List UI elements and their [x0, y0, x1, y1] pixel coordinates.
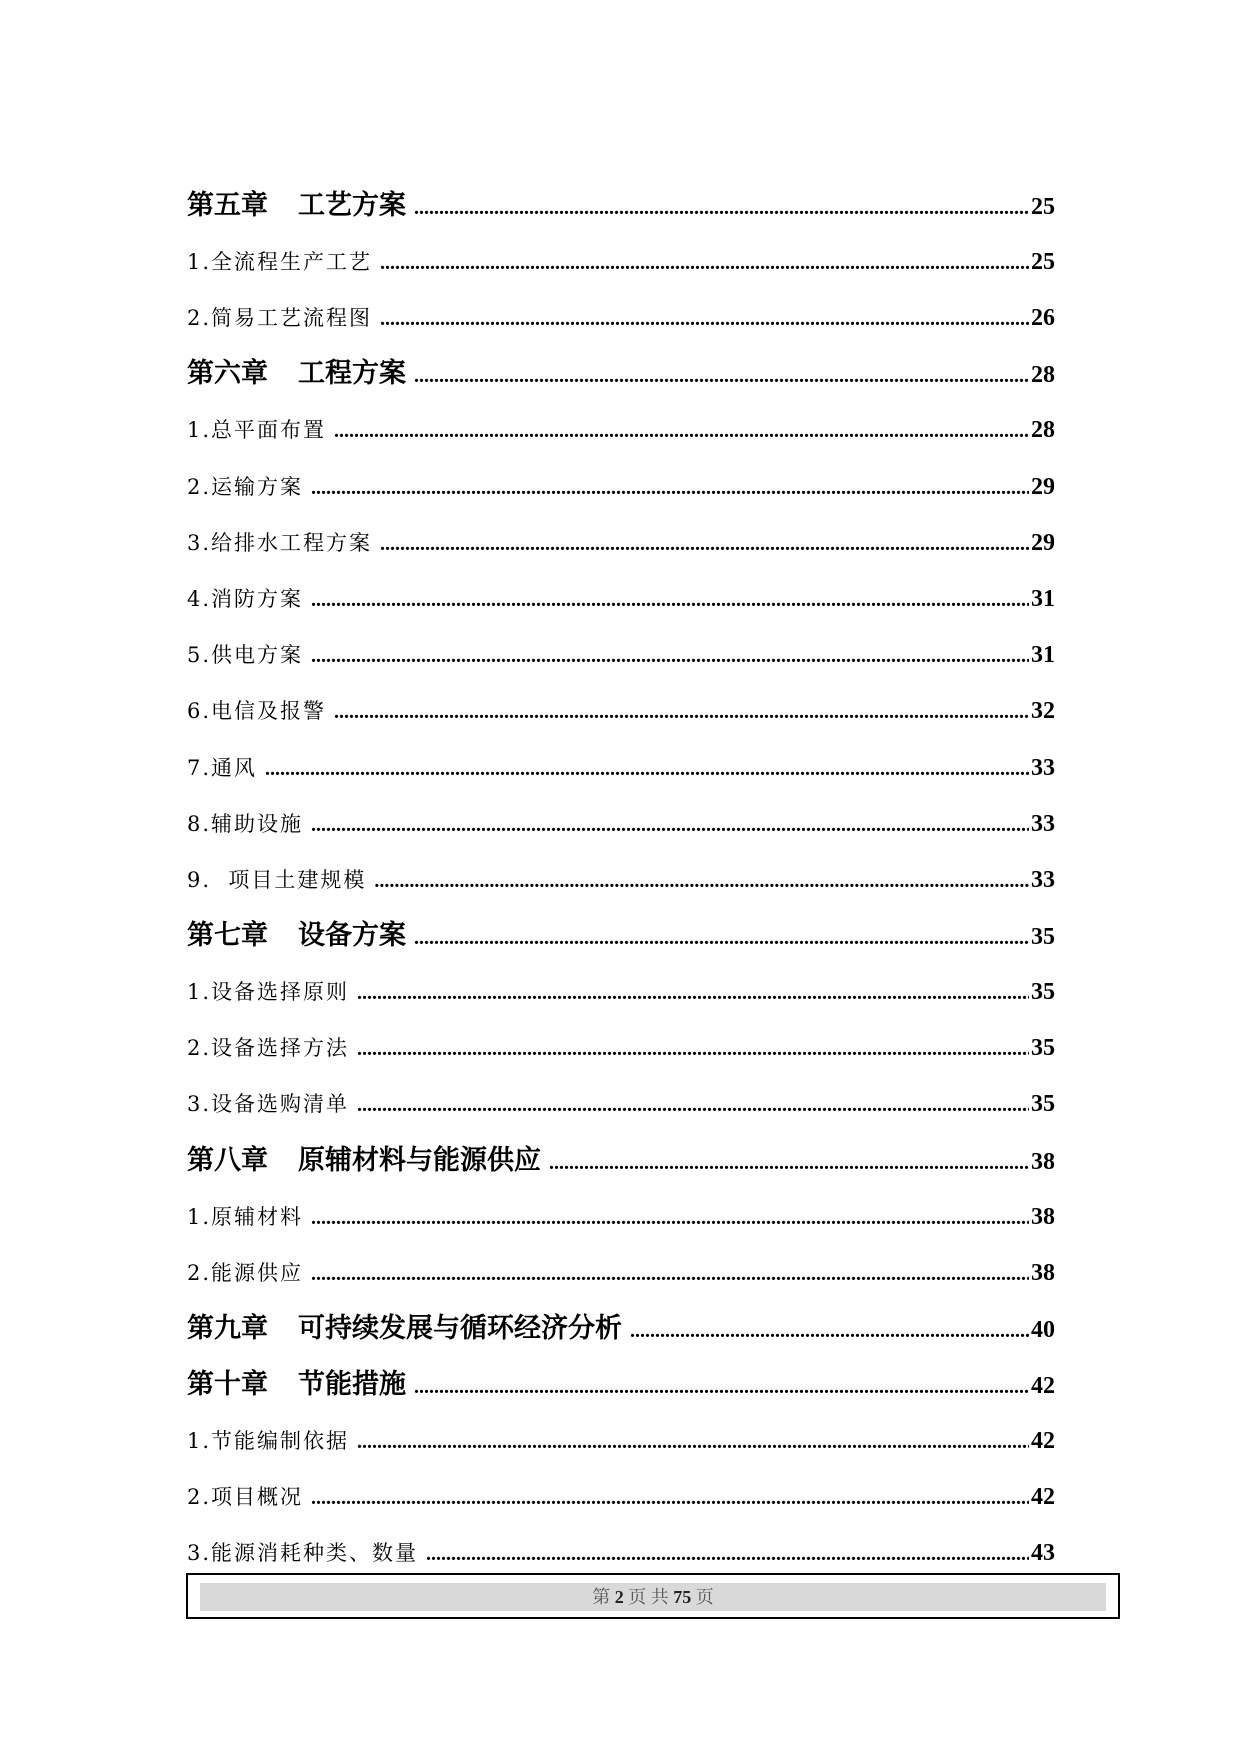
- toc-entry-title: 7.通风: [187, 755, 258, 780]
- page-label-suffix: 页: [695, 1587, 714, 1607]
- toc-chapter-entry[interactable]: [187, 178, 1055, 234]
- chapter-number: 第十章: [187, 1369, 268, 1400]
- toc-page-number: 31: [1031, 642, 1055, 669]
- toc-entry-title: 4.消防方案: [187, 586, 304, 611]
- page-label-mid: 页 共: [628, 1587, 669, 1607]
- chapter-title: 设备方案: [298, 920, 406, 952]
- dot-leader: [630, 1303, 1029, 1359]
- toc-section-entry[interactable]: [187, 627, 1055, 683]
- toc-page-number: 25: [1031, 194, 1055, 220]
- toc-entry-title: 3.给排水工程方案: [187, 530, 373, 555]
- toc-entry-title: 8.辅助设施: [187, 811, 304, 836]
- toc-entry-title: [187, 178, 406, 234]
- toc-section-entry[interactable]: [187, 1469, 1055, 1525]
- toc-section-entry[interactable]: [187, 740, 1055, 796]
- dot-leader: [549, 1135, 1029, 1191]
- current-page-number: 2: [614, 1587, 624, 1607]
- toc-section-entry[interactable]: [187, 796, 1055, 852]
- toc-page-number: 31: [1031, 585, 1055, 612]
- toc-section-entry[interactable]: [187, 402, 1055, 458]
- chapter-number: 第九章: [187, 1313, 268, 1344]
- toc-entry-title: 1.设备选择原则: [187, 980, 350, 1005]
- toc-entry-title: 1.原辅材料: [187, 1204, 304, 1229]
- toc-section-entry[interactable]: [187, 852, 1055, 908]
- toc-page-number: 28: [1031, 417, 1055, 444]
- toc-section-entry[interactable]: [187, 571, 1055, 627]
- dot-leader: [380, 235, 1029, 291]
- dot-leader: [357, 1021, 1029, 1077]
- toc-section-entry[interactable]: [187, 515, 1055, 571]
- toc-entry-title: 1.全流程生产工艺: [187, 250, 373, 274]
- toc-page-number: 29: [1031, 473, 1055, 500]
- toc-page-number: 26: [1031, 305, 1055, 332]
- toc-page-number: 40: [1031, 1317, 1055, 1343]
- dot-leader: [265, 741, 1029, 797]
- dot-leader: [414, 910, 1029, 966]
- toc-entry-title: 5.供电方案: [187, 643, 304, 668]
- page-footer: [186, 1573, 1120, 1619]
- dot-leader: [414, 348, 1029, 404]
- dot-leader: [334, 403, 1029, 459]
- table-of-contents: [187, 178, 1055, 1582]
- toc-entry-title: 2.设备选择方法: [187, 1036, 350, 1061]
- chapter-number: 第七章: [187, 920, 268, 952]
- toc-chapter-entry[interactable]: [187, 908, 1055, 964]
- toc-page-number: 42: [1031, 1373, 1055, 1399]
- toc-entry-title: 6.电信及报警: [187, 699, 327, 724]
- page-label-prefix: 第: [592, 1587, 611, 1607]
- chapter-title: 可持续发展与循环经济分析: [298, 1313, 622, 1344]
- toc-page-number: 33: [1031, 754, 1055, 781]
- toc-entry-title: 2.项目概况: [187, 1485, 304, 1510]
- toc-section-entry[interactable]: [187, 1076, 1055, 1132]
- chapter-title: 节能措施: [298, 1369, 406, 1400]
- dot-leader: [311, 1246, 1029, 1302]
- toc-section-entry[interactable]: [187, 234, 1055, 290]
- toc-section-entry[interactable]: [187, 1413, 1055, 1469]
- toc-page-number: 35: [1031, 979, 1055, 1006]
- toc-chapter-entry[interactable]: [187, 1357, 1055, 1413]
- toc-section-entry[interactable]: [187, 964, 1055, 1020]
- toc-section-entry[interactable]: [187, 290, 1055, 346]
- toc-page-number: 43: [1031, 1540, 1055, 1567]
- dot-leader: [311, 1470, 1029, 1526]
- toc-entry-title: 1.总平面布置: [187, 418, 327, 443]
- toc-page-number: 38: [1031, 1259, 1055, 1286]
- dot-leader: [357, 1414, 1029, 1470]
- dot-leader: [380, 291, 1029, 347]
- chapter-title: 工程方案: [298, 358, 406, 390]
- toc-page-number: 28: [1031, 362, 1055, 389]
- toc-entry-title: [187, 346, 406, 402]
- dot-leader: [357, 1077, 1029, 1133]
- toc-chapter-entry[interactable]: [187, 1133, 1055, 1189]
- toc-chapter-entry[interactable]: [187, 1301, 1055, 1357]
- chapter-number: 第五章: [187, 190, 268, 221]
- toc-page-number: 38: [1031, 1203, 1055, 1230]
- toc-entry-title: 1.节能编制依据: [187, 1429, 350, 1453]
- toc-entry-title: 2.简易工艺流程图: [187, 306, 373, 331]
- toc-page-number: 42: [1031, 1428, 1055, 1454]
- dot-leader: [357, 965, 1029, 1021]
- toc-page-number: 29: [1031, 529, 1055, 556]
- chapter-title: 工艺方案: [298, 190, 406, 221]
- dot-leader: [414, 1359, 1029, 1415]
- toc-section-entry[interactable]: [187, 459, 1055, 515]
- toc-entry-title: 2.运输方案: [187, 474, 304, 499]
- page-number-band: [200, 1583, 1106, 1611]
- toc-entry-title: [187, 1301, 622, 1357]
- toc-entry-title: 3.能源消耗种类、数量: [187, 1541, 419, 1566]
- toc-entry-title: [187, 908, 406, 964]
- chapter-number: 第六章: [187, 358, 268, 390]
- chapter-title: 原辅材料与能源供应: [298, 1144, 541, 1176]
- dot-leader: [414, 180, 1029, 236]
- dot-leader: [311, 1190, 1029, 1246]
- dot-leader: [311, 628, 1029, 684]
- toc-page-number: 33: [1031, 810, 1055, 837]
- toc-entry-title: [187, 1357, 406, 1413]
- toc-page-number: 33: [1031, 866, 1055, 893]
- toc-entry-title: [187, 1133, 541, 1189]
- dot-leader: [311, 572, 1029, 628]
- toc-section-entry[interactable]: [187, 683, 1055, 739]
- toc-page-number: 35: [1031, 1035, 1055, 1062]
- toc-page-number: 35: [1031, 1091, 1055, 1118]
- toc-entry-title: 9. 项目土建规模: [187, 867, 367, 892]
- toc-entry-title: 3.设备选购清单: [187, 1092, 350, 1117]
- toc-entry-title: 2.能源供应: [187, 1260, 304, 1285]
- dot-leader: [311, 460, 1029, 516]
- toc-page-number: 32: [1031, 698, 1055, 725]
- toc-section-entry[interactable]: [187, 1245, 1055, 1301]
- toc-chapter-entry[interactable]: [187, 346, 1055, 402]
- toc-page-number: 35: [1031, 924, 1055, 951]
- toc-page-number: 38: [1031, 1148, 1055, 1175]
- chapter-number: 第八章: [187, 1144, 268, 1176]
- dot-leader: [374, 853, 1029, 909]
- toc-section-entry[interactable]: [187, 1189, 1055, 1245]
- dot-leader: [380, 516, 1029, 572]
- toc-page-number: 25: [1031, 249, 1055, 275]
- total-page-count: 75: [673, 1587, 692, 1607]
- dot-leader: [334, 684, 1029, 740]
- dot-leader: [311, 797, 1029, 853]
- toc-page-number: 42: [1031, 1484, 1055, 1511]
- toc-section-entry[interactable]: [187, 1020, 1055, 1076]
